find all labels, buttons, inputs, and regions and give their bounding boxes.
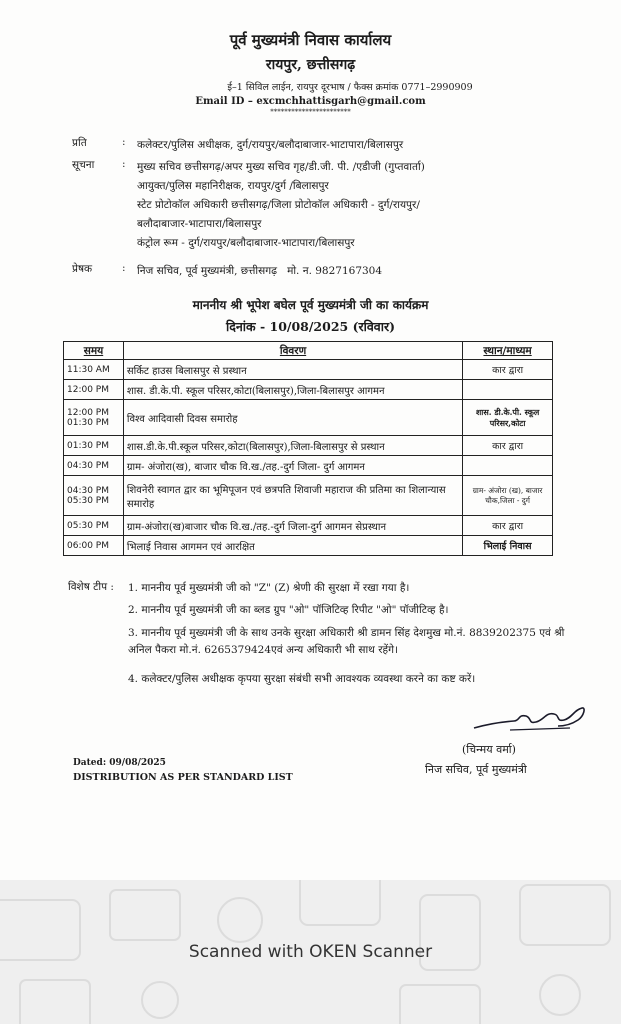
suchna-line: बलौदाबाजार-भाटापारा/बिलासपुर [137,218,262,230]
row-place: कार द्वारा [463,360,553,380]
distribution-text: DISTRIBUTION AS PER STANDARD LIST [73,772,293,783]
stars-divider: *********************** [270,108,351,116]
suchna-line: आयुक्त/पुलिस महानिरीक्षक, रायपुर/दुर्ग /बिलासपुर [137,180,329,192]
row-place [463,456,553,476]
prati-label: प्रति [72,137,87,149]
office-title: पूर्व मुख्यमंत्री निवास कार्यालय [229,31,392,49]
row-description: सर्किट हाउस बिलासपुर से प्रस्थान [123,360,462,380]
row-description: ग्राम-अंजोरा(ख)बाजार चौक वि.ख./तह.-दुर्ग जिला-दुर्ग आगमन सेप्रस्थान [123,516,462,536]
row-time: 06:00 PM [64,536,124,556]
scanner-watermark-bar [0,880,621,1024]
colon: : [122,158,126,170]
table-header-row [64,342,553,360]
dated-text: Dated: 09/08/2025 [73,758,166,768]
signatory-name: (चिन्मय वर्मा) [462,743,516,756]
row-description: भिलाई निवास आगमन एवं आरक्षित [123,536,462,556]
signatory-designation: निज सचिव, पूर्व मुख्यमंत्री [425,763,527,776]
note-item: 1. माननीय पूर्व मुख्यमंत्री जी को "Z" (Z) श्रेणी की सुरक्षा में रखा गया है। [128,582,410,594]
header-time: समय [64,342,124,360]
program-title: माननीय श्री भूपेश बघेल पूर्व मुख्यमंत्री जी का कार्यक्रम [192,298,429,312]
row-description: शिवनेरी स्वागत द्वार का भूमिपूजन एवं छत्रपति शिवाजी महाराज की प्रतिमा का शिलान्यास समारोह [123,476,462,516]
office-city: रायपुर, छत्तीसगढ़ [265,57,356,73]
note-item: 4. कलेक्टर/पुलिस अधीक्षक कृपया सुरक्षा संबंधी सभी आवश्यक व्यवस्था करने का कष्ट करें। [128,673,476,685]
suchna-line: मुख्य सचिव छत्तीसगढ़/अपर मुख्य सचिव गृह/डी.जी. पी. /एडीजी (गुप्तवार्ता) [137,161,425,173]
note-item: 2. माननीय पूर्व मुख्यमंत्री जी का ब्लड ग्रुप "ओ" पॉजिटिव्ह रिपीट "ओ" पॉजीटिव्ह है। [128,604,449,616]
table-row [64,536,553,556]
row-place: भिलाई निवास [463,536,553,556]
colon: : [122,262,126,274]
row-time: 12:00 PM [64,380,124,400]
preshak-label: प्रेषक [72,263,93,275]
table-row [64,436,553,456]
suchna-line: कंट्रोल रूम - दुर्ग/रायपुर/बलौदाबाजार-भाटापारा/बिलासपुर [137,237,355,249]
header-place: स्थान/माध्यम [463,342,553,360]
office-address: ई–1 सिविल लाईन, रायपुर दूरभाष / फैक्स क्रमांक 0771–2990909 [227,82,473,93]
suchna-line: स्टेट प्रोटोकॉल अधिकारी छत्तीसगढ़/जिला प्रोटोकॉल अधिकारी - दुर्ग/रायपुर/ [137,199,420,211]
row-place [463,380,553,400]
signature-image [470,702,590,736]
preshak-value: निज सचिव, पूर्व मुख्यमंत्री, छत्तीसगढ़ मो. न. 9827167304 [137,265,383,277]
program-date: दिनांक - 10/08/2025 (रविवार) [225,319,396,334]
table-row [64,360,553,380]
scanner-label: Scanned with OKEN Scanner [188,942,433,962]
row-place: कार द्वारा [463,516,553,536]
row-place: ग्राम- अंजोरा (ख), बाजार चौक,जिला - दुर्ग [463,476,553,516]
notes-label: विशेष टीप : [68,581,114,593]
prati-value: कलेक्टर/पुलिस अधीक्षक, दुर्ग/रायपुर/बलौदाबाजार-भाटापारा/बिलासपुर [137,139,404,151]
table-row [64,476,553,516]
table-row [64,516,553,536]
row-time: 05:30 PM [64,516,124,536]
row-time: 11:30 AM [64,360,124,380]
row-description: विश्व आदिवासी दिवस समारोह [123,400,462,436]
table-row [64,456,553,476]
row-time: 04:30 PM 05:30 PM [64,476,124,516]
row-description: ग्राम- अंजोरा(ख), बाजार चौक वि.ख./तह.-दुर्ग जिला- दुर्ग आगमन [123,456,462,476]
row-time: 01:30 PM [64,436,124,456]
office-email: Email ID – excmchhattisgarh@gmail.com [195,96,426,107]
table-row [64,400,553,436]
row-place: कार द्वारा [463,436,553,456]
table-row [64,380,553,400]
note-item: 3. माननीय पूर्व मुख्यमंत्री जी के साथ उनके सुरक्षा अधिकारी श्री डामन सिंह देशमुख मो.नं. 8839202375 एवं श्री अनिल पैकरा मो.नं. 6265379424एवं अन्य अधिकारी भी साथ रहेंगे। [128,627,565,656]
row-place: शास. डी.के.पी. स्कूल परिसर,कोटा [463,400,553,436]
header-description: विवरण [123,342,462,360]
row-description: शास. डी.के.पी. स्कूल परिसर,कोटा(बिलासपुर),जिला-बिलासपुर आगमन [123,380,462,400]
row-time: 04:30 PM [64,456,124,476]
colon: : [122,136,126,148]
schedule-table [63,341,553,556]
suchna-label: सूचना [72,159,95,171]
row-time: 12:00 PM 01:30 PM [64,400,124,436]
row-description: शास.डी.के.पी.स्कूल परिसर,कोटा(बिलासपुर),जिला-बिलासपुर से प्रस्थान [123,436,462,456]
